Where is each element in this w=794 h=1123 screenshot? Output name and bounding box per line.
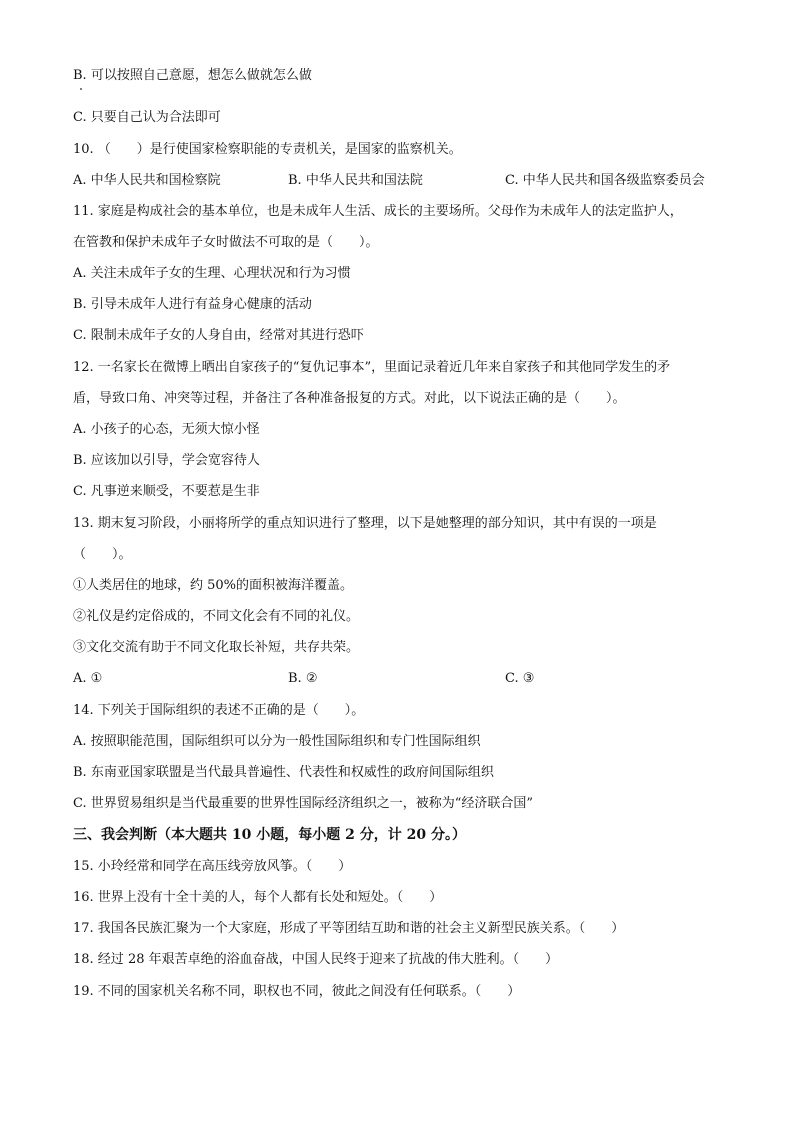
stray-dot — [80, 88, 82, 90]
q10-options — [73, 172, 733, 190]
q14-option-a: A. 按照职能范围，国际组织可以分为一般性国际组织和专门性国际组织 — [73, 734, 481, 749]
q13-option-a: A. ① — [73, 671, 103, 686]
question-11-line-2: 在管教和保护未成年子女时做法不可取的是（ ）。 — [73, 235, 379, 250]
question-11-line-1: 11. 家庭是构成社会的基本单位，也是未成年人生活、成长的主要场所。父母作为未成年人的法定监护人， — [73, 204, 683, 219]
question-17: 17. 我国各民族汇聚为一个大家庭，形成了平等团结互助和谐的社会主义新型民族关系。（ ） — [73, 921, 625, 936]
question-12-line-1: 12. 一名家长在微博上晒出自家孩子的“复仇记事本”，里面记录着近几年来自家孩子和其他同学发生的矛 — [73, 360, 671, 375]
q10-option-b: B. 中华人民共和国法院 — [288, 173, 423, 188]
q14-option-c: C. 世界贸易组织是当代最重要的世界性国际经济组织之一，被称为“经济联合国” — [73, 796, 534, 811]
q13-statement-3: ③文化交流有助于不同文化取长补短，共存共荣。 — [73, 640, 360, 655]
question-15: 15. 小玲经常和同学在高压线旁放风筝。（ ） — [73, 859, 352, 874]
q13-option-b: B. ② — [288, 671, 318, 686]
q13-options — [73, 670, 733, 688]
question-16: 16. 世界上没有十全十美的人，每个人都有长处和短处。（ ） — [73, 890, 443, 905]
question-18: 18. 经过 28 年艰苦卓绝的浴血奋战，中国人民终于迎来了抗战的伟大胜利。（ ） — [73, 952, 559, 967]
q13-option-c: C. ③ — [505, 671, 535, 686]
question-12-line-2: 盾，导致口角、冲突等过程，并备注了各种准备报复的方式。对此，以下说法正确的是（ ）。 — [73, 391, 626, 406]
q12-option-a: A. 小孩子的心态，无须大惊小怪 — [73, 422, 260, 437]
question-14: 14. 下列关于国际组织的表述不正确的是（ ）。 — [73, 703, 365, 718]
question-13-line-1: 13. 期末复习阶段，小丽将所学的重点知识进行了整理，以下是她整理的部分知识，其中有误的一项是 — [73, 516, 657, 531]
q12-option-c: C. 凡事逆来顺受，不要惹是生非 — [73, 484, 260, 499]
q11-option-c: C. 限制未成年子女的人身自由，经常对其进行恐吓 — [73, 328, 364, 343]
q13-statement-2: ②礼仪是约定俗成的，不同文化会有不同的礼仪。 — [73, 609, 360, 624]
question-10: 10. （ ）是行使国家检察职能的专责机关，是国家的监察机关。 — [73, 142, 462, 157]
q10-option-c: C. 中华人民共和国各级监察委员会 — [505, 173, 705, 188]
question-19: 19. 不同的国家机关名称不同，职权也不同，彼此之间没有任何联系。（ ） — [73, 984, 521, 999]
q14-option-b: B. 东南亚国家联盟是当代最具普遍性、代表性和权威性的政府间国际组织 — [73, 765, 494, 780]
q12-option-b: B. 应该加以引导，学会宽容待人 — [73, 453, 260, 468]
q9-option-b: B. 可以按照自己意愿，想怎么做就怎么做 — [73, 68, 312, 83]
section-3-heading: 三、我会判断（本大题共 10 小题，每小题 2 分，计 20 分。） — [73, 827, 466, 843]
q9-option-c: C. 只要自己认为合法即可 — [73, 110, 221, 125]
q11-option-a: A. 关注未成年子女的生理、心理状况和行为习惯 — [73, 266, 351, 281]
q10-option-a: A. 中华人民共和国检察院 — [73, 173, 221, 188]
q13-statement-1: ①人类居住的地球，约 50%的面积被海洋覆盖。 — [73, 578, 354, 593]
q11-option-b: B. 引导未成年人进行有益身心健康的活动 — [73, 297, 312, 312]
question-13-line-2: （ ）。 — [73, 547, 132, 562]
